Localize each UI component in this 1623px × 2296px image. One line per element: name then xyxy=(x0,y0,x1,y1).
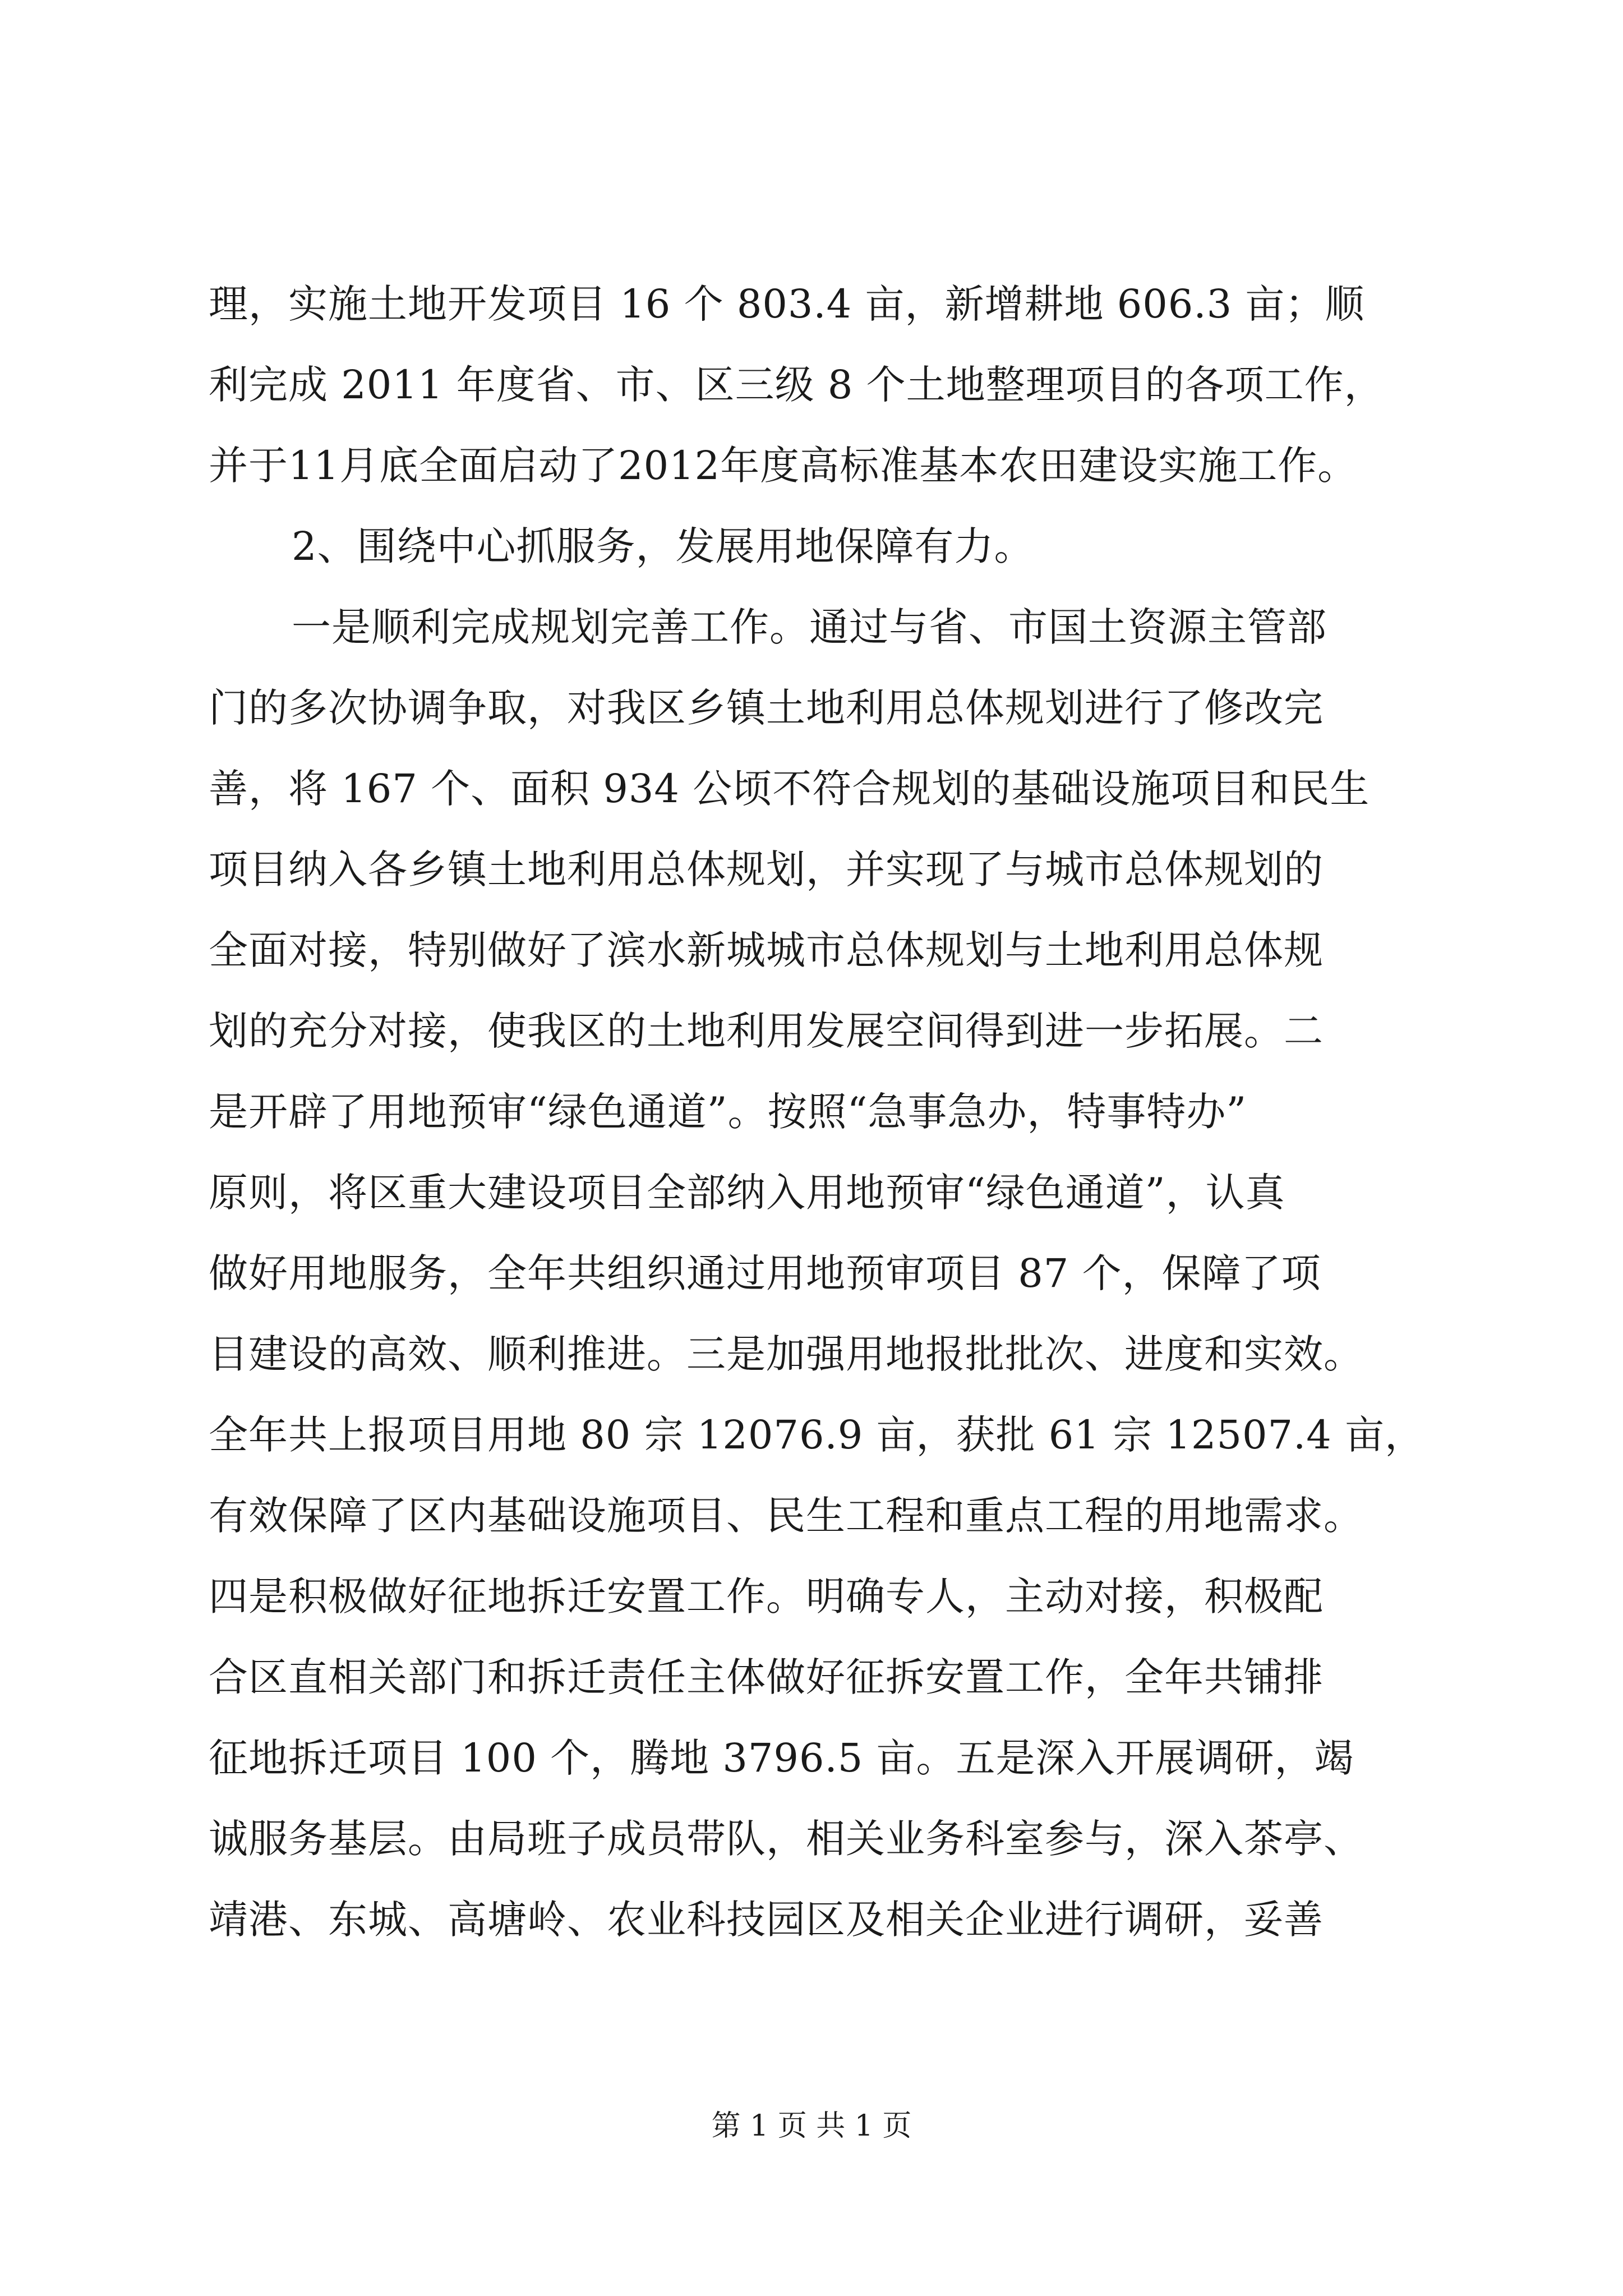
text-line: 一是顺利完成规划完善工作。通过与省、市国土资源主管部 xyxy=(292,604,1327,650)
text-line: 征地拆迁项目 100 个，腾地 3796.5 亩。五是深入开展调研，竭 xyxy=(209,1735,1354,1781)
text-line: 四是积极做好征地拆迁安置工作。明确专人，主动对接，积极配 xyxy=(209,1573,1324,1619)
text-line: 利完成 2011 年度省、市、区三级 8 个土地整理项目的各项工作， xyxy=(209,362,1384,408)
text-line: 诚服务基层。由局班子成员带队，相关业务科室参与，深入茶亭、 xyxy=(209,1816,1363,1862)
text-line: 全面对接，特别做好了滨水新城城市总体规划与土地利用总体规 xyxy=(209,927,1324,973)
text-line: 靖港、东城、高塘岭、农业科技园区及相关企业进行调研，妥善 xyxy=(209,1897,1324,1943)
text-line: 全年共上报项目用地 80 宗 12076.9 亩，获批 61 宗 12507.4 亩， xyxy=(209,1412,1425,1458)
text-line: 合区直相关部门和拆迁责任主体做好征拆安置工作，全年共铺排 xyxy=(209,1654,1324,1700)
text-line: 划的充分对接，使我区的土地利用发展空间得到进一步拓展。二 xyxy=(209,1008,1324,1054)
document-body xyxy=(209,264,1465,1960)
text-line: 是开辟了用地预审“绿色通道”。按照“急事急办，特事特办” xyxy=(209,1089,1247,1135)
text-line: 门的多次协调争取，对我区乡镇土地利用总体规划进行了修改完 xyxy=(209,685,1324,731)
text-line: 项目纳入各乡镇土地利用总体规划，并实现了与城市总体规划的 xyxy=(209,846,1324,892)
page-footer xyxy=(0,2106,1623,2146)
text-line: 原则，将区重大建设项目全部纳入用地预审“绿色通道”，认真 xyxy=(209,1170,1285,1216)
page-number-label: 第 1 页 共 1 页 xyxy=(711,2109,912,2143)
text-line: 做好用地服务，全年共组织通过用地预审项目 87 个，保障了项 xyxy=(209,1250,1321,1296)
text-line: 理，实施土地开发项目 16 个 803.4 亩，新增耕地 606.3 亩；顺 xyxy=(209,281,1365,327)
section-heading: 2、围绕中心抓服务，发展用地保障有力。 xyxy=(292,523,1034,569)
text-line: 善，将 167 个、面积 934 公顷不符合规划的基础设施项目和民生 xyxy=(209,766,1370,812)
text-line: 有效保障了区内基础设施项目、民生工程和重点工程的用地需求。 xyxy=(209,1493,1363,1539)
text-line: 并于11月底全面启动了2012年度高标准基本农田建设实施工作。 xyxy=(209,443,1358,489)
text-line: 目建设的高效、顺利推进。三是加强用地报批批次、进度和实效。 xyxy=(209,1331,1363,1377)
